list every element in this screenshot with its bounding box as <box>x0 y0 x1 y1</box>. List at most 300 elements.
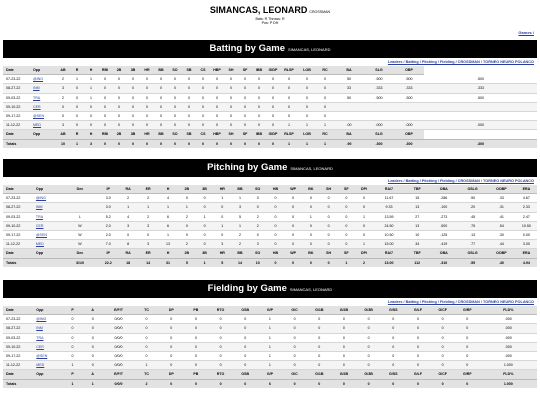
table-cell: .31 <box>487 203 516 212</box>
table-cell: 0 <box>83 342 103 351</box>
table-row <box>3 342 537 351</box>
opponent-link[interactable]: MED <box>30 121 56 130</box>
table-cell: 0 <box>332 361 357 370</box>
totals-cell: 14 <box>231 258 249 267</box>
table-cell: 0 <box>302 194 320 203</box>
column-header: OSLG <box>458 249 487 258</box>
totals-cell: 10 <box>56 139 70 148</box>
column-header: G/2B <box>332 370 357 379</box>
table-cell: 0/0/0 <box>103 324 134 333</box>
header-row <box>3 66 537 75</box>
table-cell: 0 <box>430 342 455 351</box>
column-header: SF <box>337 249 355 258</box>
table-cell: 1 <box>158 203 178 212</box>
table-cell: 0 <box>233 351 258 360</box>
table-cell: 0 <box>356 361 381 370</box>
totals-cell: 0 <box>282 379 307 388</box>
table-cell: 0 <box>134 333 159 342</box>
opponent-link[interactable]: @SEN <box>33 230 62 239</box>
table-cell: 0 <box>406 324 431 333</box>
totals-cell: 13.00 <box>373 258 405 267</box>
column-header: Opp <box>30 130 56 139</box>
opponent-link[interactable]: MED <box>33 361 62 370</box>
table-cell: 09-17-22 <box>3 230 33 239</box>
player-name: SIMANCAS, LEONARD <box>209 5 308 15</box>
column-header: DPI <box>355 185 373 194</box>
totals-cell: 0 <box>320 258 338 267</box>
pitching-subnav[interactable]: Leaders / Batting / Pitching / Fielding / CROSSMAN / TORNEO NEURO POLANCO <box>387 179 534 183</box>
table-cell: 0 <box>252 75 266 84</box>
batting-subtitle: SIMANCAS, LEONARD <box>288 47 331 52</box>
table-cell: 0 <box>56 102 70 111</box>
table-cell: 3 <box>138 221 158 230</box>
column-header: CS <box>196 66 210 75</box>
column-header: LOB <box>298 66 316 75</box>
table-cell: 0 <box>332 351 357 360</box>
opponent-link[interactable]: CER <box>33 342 62 351</box>
table-cell: 1 <box>258 351 283 360</box>
table-cell <box>364 102 394 111</box>
totals-row <box>3 258 537 267</box>
totals-cell: 0 <box>356 379 381 388</box>
table-cell: 08-27-22 <box>3 203 33 212</box>
totals-cell: 0 <box>126 139 140 148</box>
repeat-header-row <box>3 130 537 139</box>
table-cell: 0 <box>455 315 480 324</box>
column-header: RA/7 <box>373 185 405 194</box>
table-cell: 0 <box>266 93 280 102</box>
table-cell: 0 <box>298 102 316 111</box>
table-cell: 0 <box>126 75 140 84</box>
table-cell: 0 <box>168 111 182 120</box>
table-cell: 2 <box>56 75 70 84</box>
table-cell: 7.0 <box>98 240 118 249</box>
table-cell: 1 <box>138 203 158 212</box>
column-header: GIDP <box>266 130 280 139</box>
column-header: AB <box>56 66 70 75</box>
table-cell: 1 <box>231 221 249 230</box>
totals-cell: 31 <box>158 258 178 267</box>
totals-cell: 0 <box>252 139 266 148</box>
column-header: 2B <box>112 130 126 139</box>
table-cell: 33 <box>334 84 364 93</box>
table-cell: 0 <box>196 111 210 120</box>
table-row <box>3 315 537 324</box>
column-header: Date <box>3 249 33 258</box>
pitching-subtitle: SIMANCAS, LEONARD <box>290 166 333 171</box>
table-cell: 0 <box>252 121 266 130</box>
table-cell: 2.0 <box>98 230 118 239</box>
table-cell: 5.2 <box>98 212 118 221</box>
column-header: Date <box>3 370 33 379</box>
table-cell: 0 <box>140 102 154 111</box>
table-cell: .33 <box>487 194 516 203</box>
table-cell: 0 <box>252 84 266 93</box>
table-cell: 0 <box>298 111 316 120</box>
table-cell: 0 <box>406 342 431 351</box>
opponent-link[interactable]: INM <box>30 84 56 93</box>
table-row <box>3 351 537 360</box>
table-cell: 0 <box>332 315 357 324</box>
column-header: SF <box>337 185 355 194</box>
table-cell: 0 <box>159 315 184 324</box>
table-cell: 0 <box>266 75 280 84</box>
table-cell: 0 <box>381 333 406 342</box>
column-header: 2B <box>178 249 196 258</box>
table-cell: .30 <box>487 230 516 239</box>
table-cell: 0 <box>282 342 307 351</box>
table-cell: 09-17-22 <box>3 111 30 120</box>
column-header: OSLG <box>458 185 487 194</box>
table-cell: 0 <box>154 84 168 93</box>
opponent-link[interactable]: CER <box>30 102 56 111</box>
totals-cell: .300 <box>364 139 394 148</box>
table-cell: .100 <box>429 203 458 212</box>
table-cell: 1 <box>355 240 373 249</box>
table-cell: 0 <box>134 315 159 324</box>
column-header: GIDP <box>266 66 280 75</box>
table-cell: 0 <box>159 351 184 360</box>
column-header: ER <box>138 185 158 194</box>
table-cell: 0 <box>302 240 320 249</box>
table-cell: 0 <box>154 75 168 84</box>
totals-cell: Totals <box>3 258 33 267</box>
totals-cell: 2 <box>355 258 373 267</box>
table-cell: 50 <box>334 93 364 102</box>
table-cell: 0 <box>98 75 112 84</box>
opponent-link[interactable]: TRA <box>33 333 62 342</box>
column-header: ERA <box>516 249 537 258</box>
table-cell: 0 <box>84 121 98 130</box>
table-cell: 0/0/0 <box>103 315 134 324</box>
totals-cell: 0 <box>430 379 455 388</box>
column-header: BB <box>231 185 249 194</box>
opponent-link[interactable]: @SEN <box>30 111 56 120</box>
column-header: RBI <box>98 130 112 139</box>
table-cell: 0 <box>337 240 355 249</box>
table-cell: 15 <box>405 194 429 203</box>
table-cell: 6 <box>158 221 178 230</box>
column-header: RTO <box>208 306 233 315</box>
table-cell: 0 <box>208 361 233 370</box>
table-cell: 2 <box>56 93 70 102</box>
column-header: DP <box>159 306 184 315</box>
table-cell: 0 <box>320 221 338 230</box>
table-cell: 0 <box>138 230 158 239</box>
table-cell: .273 <box>429 212 458 221</box>
table-cell: W <box>62 230 99 239</box>
column-header: TBF <box>405 249 429 258</box>
table-cell: 3.0 <box>98 194 118 203</box>
table-cell: 0 <box>316 93 334 102</box>
table-cell: 0 <box>356 342 381 351</box>
table-cell: 1 <box>178 203 196 212</box>
table-cell: 1 <box>84 93 98 102</box>
totals-cell: 0 <box>307 379 332 388</box>
batting-subnav[interactable]: Leaders / Batting / Pitching / Fielding / CROSSMAN / TORNEO NEURO POLANCO <box>387 60 534 64</box>
table-cell: 0 <box>337 221 355 230</box>
totals-row <box>3 379 537 388</box>
table-cell: 09-10-22 <box>3 221 33 230</box>
table-cell: 0 <box>168 93 182 102</box>
opponent-link[interactable]: CER <box>33 221 62 230</box>
totals-cell: 3 <box>84 139 98 148</box>
table-cell: 0 <box>213 212 231 221</box>
table-cell: .500 <box>429 221 458 230</box>
table-cell: 1 <box>134 361 159 370</box>
pitching-title-bar <box>3 159 537 177</box>
table-cell: .20 <box>458 203 487 212</box>
table-cell: 0 <box>184 351 209 360</box>
table-cell: .500 <box>364 93 394 102</box>
table-cell: 0 <box>134 342 159 351</box>
table-cell: 0 <box>196 84 210 93</box>
table-row <box>3 361 537 370</box>
pitching-section <box>3 159 537 267</box>
column-header: LOB <box>298 130 316 139</box>
totals-cell: 0 <box>302 258 320 267</box>
table-cell: 0 <box>62 324 82 333</box>
table-cell: 09-10-22 <box>3 102 30 111</box>
table-cell: 09-17-22 <box>3 351 33 360</box>
table-cell: 0 <box>455 361 480 370</box>
table-cell: 0 <box>224 93 238 102</box>
table-cell: 0 <box>112 111 126 120</box>
totals-cell: .55 <box>458 258 487 267</box>
table-cell: 0 <box>159 342 184 351</box>
table-cell: 0 <box>406 315 431 324</box>
table-cell: 1 <box>70 75 84 84</box>
column-header: A <box>83 306 103 315</box>
table-cell: 0 <box>154 102 168 111</box>
table-cell: .000 <box>480 324 537 333</box>
opponent-link[interactable]: @ING <box>33 315 62 324</box>
table-cell: 0 <box>320 212 338 221</box>
table-cell: 09-03-22 <box>3 93 30 102</box>
totals-cell: 6 <box>258 379 283 388</box>
table-cell: 0 <box>62 342 82 351</box>
opponent-link[interactable]: @SEN <box>33 351 62 360</box>
column-header: G/3B <box>356 306 381 315</box>
table-cell: 1 <box>355 212 373 221</box>
table-cell: 2.47 <box>516 212 537 221</box>
totals-cell: 3/1/0 <box>62 258 99 267</box>
table-cell: 13 <box>158 240 178 249</box>
table-cell: 1 <box>213 221 231 230</box>
table-row <box>3 93 537 102</box>
table-cell: 0 <box>126 84 140 93</box>
table-cell <box>62 194 99 203</box>
table-cell: 0 <box>302 221 320 230</box>
column-header: RA/7 <box>373 249 405 258</box>
table-cell: 0 <box>224 75 238 84</box>
column-header: RC <box>316 130 334 139</box>
batting-section <box>3 40 537 148</box>
table-cell: 0 <box>356 351 381 360</box>
column-header: H <box>158 249 178 258</box>
table-cell: 0 <box>210 75 224 84</box>
table-cell: 0 <box>355 203 373 212</box>
table-cell: 0 <box>178 221 196 230</box>
column-header: 2B <box>178 185 196 194</box>
table-cell: 0 <box>233 315 258 324</box>
table-cell: 0 <box>267 240 285 249</box>
table-cell: 0 <box>140 121 154 130</box>
table-cell: 0 <box>168 121 182 130</box>
batting-title: Batting by Game <box>209 43 286 54</box>
column-header: TBF <box>405 185 429 194</box>
table-cell: 0 <box>455 324 480 333</box>
table-cell: 0 <box>168 84 182 93</box>
table-cell: .000 <box>424 121 537 130</box>
opponent-link[interactable]: INM <box>33 203 62 212</box>
opponent-link[interactable]: MED <box>33 240 62 249</box>
table-cell: .286 <box>429 194 458 203</box>
totals-cell: 0 <box>332 379 357 388</box>
table-cell: 0 <box>196 230 214 239</box>
column-header: H <box>84 130 98 139</box>
table-cell: 0 <box>126 111 140 120</box>
table-cell: 0 <box>112 75 126 84</box>
column-header: SF <box>238 130 252 139</box>
table-cell: 0 <box>83 324 103 333</box>
table-cell: 0 <box>98 121 112 130</box>
table-cell: 0 <box>210 111 224 120</box>
table-cell: 0 <box>406 333 431 342</box>
header-row <box>3 185 537 194</box>
table-cell: 10 <box>405 230 429 239</box>
totals-cell: 5 <box>178 258 196 267</box>
table-cell: 0/0/0 <box>103 361 134 370</box>
table-cell: 0 <box>381 315 406 324</box>
table-cell: 0 <box>159 333 184 342</box>
table-cell: 0 <box>267 221 285 230</box>
table-cell: 0 <box>140 111 154 120</box>
table-cell: 0 <box>182 102 196 111</box>
table-cell: 0 <box>83 333 103 342</box>
column-header: BB <box>231 249 249 258</box>
table-cell: 0 <box>233 333 258 342</box>
totals-cell: 10 <box>249 258 267 267</box>
table-cell: 1 <box>280 121 298 130</box>
totals-cell: 0 <box>233 379 258 388</box>
table-cell: .500 <box>424 93 537 102</box>
column-header: G/CF <box>430 306 455 315</box>
table-cell: 1 <box>62 361 82 370</box>
table-cell: 0 <box>208 315 233 324</box>
opponent-link[interactable]: TRA <box>33 212 62 221</box>
table-cell: 0 <box>307 315 332 324</box>
table-cell: 0 <box>307 342 332 351</box>
column-header: 3B <box>196 249 214 258</box>
table-cell: 0 <box>280 84 298 93</box>
table-cell: 0 <box>62 315 82 324</box>
table-cell: 0 <box>154 111 168 120</box>
table-cell: 0.00 <box>516 230 537 239</box>
column-header: G/SS <box>381 306 406 315</box>
column-header: RBI <box>98 66 112 75</box>
table-cell: 4 <box>158 194 178 203</box>
totals-cell: .310 <box>429 258 458 267</box>
opponent-link[interactable]: @ING <box>30 75 56 84</box>
column-header: G/LF <box>406 306 431 315</box>
totals-cell: 0 <box>284 258 302 267</box>
column-header: G/C <box>282 306 307 315</box>
table-cell: 1 <box>302 212 320 221</box>
table-cell: 07-23-22 <box>3 315 33 324</box>
column-header: G/C <box>282 370 307 379</box>
opponent-link[interactable]: TRA <box>30 93 56 102</box>
table-cell: 11-12-22 <box>3 361 33 370</box>
column-header: IBB <box>252 66 266 75</box>
totals-cell: 5 <box>213 258 231 267</box>
column-header: RLSP <box>280 66 298 75</box>
column-header: HB <box>267 185 285 194</box>
table-cell: 0 <box>184 361 209 370</box>
table-cell: 0 <box>126 121 140 130</box>
table-cell: 0 <box>381 324 406 333</box>
totals-cell: 0 <box>406 379 431 388</box>
column-header: OBP <box>394 66 424 75</box>
table-cell: 0 <box>208 324 233 333</box>
table-cell <box>334 111 364 120</box>
table-cell: .125 <box>429 230 458 239</box>
table-cell: .000 <box>394 121 424 130</box>
column-header: RTO <box>208 370 233 379</box>
table-cell: 0 <box>267 194 285 203</box>
column-header: PB <box>184 370 209 379</box>
totals-cell: Totals <box>3 379 33 388</box>
table-cell: 1 <box>213 194 231 203</box>
column-header: G/P <box>258 370 283 379</box>
table-cell: 0 <box>298 84 316 93</box>
table-cell: 0 <box>316 75 334 84</box>
table-cell: 0 <box>210 121 224 130</box>
table-cell: 0 <box>210 102 224 111</box>
opponent-link[interactable]: INM <box>33 324 62 333</box>
totals-cell: 1 <box>83 379 103 388</box>
totals-cell: .40 <box>487 258 516 267</box>
totals-cell: 2 <box>134 379 159 388</box>
table-cell: 2 <box>231 240 249 249</box>
table-cell: .000 <box>480 351 537 360</box>
games-link[interactable]: Games / <box>518 30 534 35</box>
column-header: OSB <box>233 306 258 315</box>
table-cell: 0/0/0 <box>103 342 134 351</box>
player-position: Pos: P DH <box>261 21 279 26</box>
column-header: RA <box>118 185 138 194</box>
column-header: G/SS <box>381 370 406 379</box>
table-cell: 0 <box>320 240 338 249</box>
column-header: CS <box>196 130 210 139</box>
totals-row <box>3 139 537 148</box>
table-cell: 0 <box>210 93 224 102</box>
table-cell: 0 <box>196 93 210 102</box>
column-header: E/F/T <box>103 306 134 315</box>
column-header: ERA <box>516 185 537 194</box>
fielding-subnav[interactable]: Leaders / Batting / Pitching / Fielding / CROSSMAN / TORNEO NEURO POLANCO <box>387 300 534 304</box>
table-cell: 0 <box>112 121 126 130</box>
column-header: G/RF <box>455 306 480 315</box>
table-cell: 0/0/0 <box>103 333 134 342</box>
table-cell: 0 <box>210 84 224 93</box>
table-cell: 2 <box>138 194 158 203</box>
column-header: P <box>62 306 82 315</box>
opponent-link[interactable]: @ING <box>33 194 62 203</box>
table-cell: 0 <box>280 111 298 120</box>
table-cell: 0 <box>140 93 154 102</box>
table-cell: 0 <box>316 111 334 120</box>
